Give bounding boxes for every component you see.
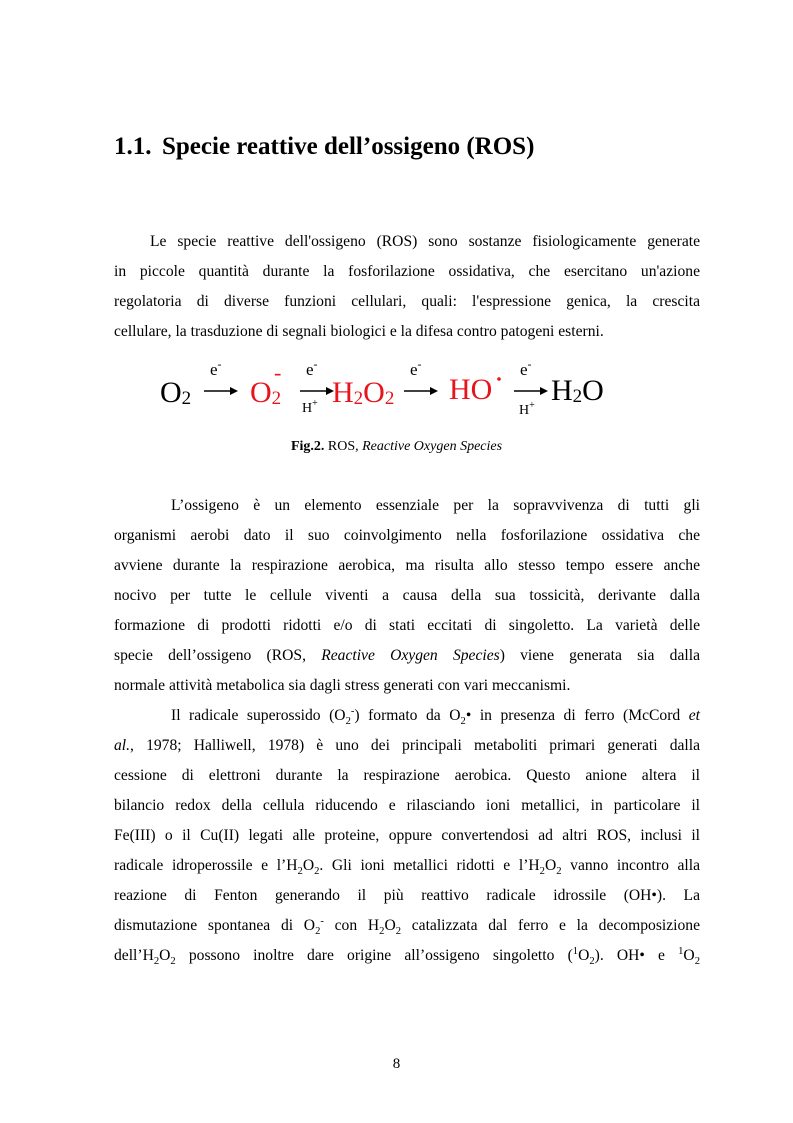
- text-run: . Gli ioni metallici ridotti e l’H: [319, 857, 540, 874]
- text-run: dismutazione spontanea di O: [114, 917, 316, 934]
- text-line: cellulare, la trasduzione di segnali biologici e la difesa contro patogeni esterni.: [114, 323, 604, 340]
- text-run: O: [544, 857, 557, 874]
- section-number: 1.1.: [114, 133, 152, 160]
- figure-italic: Reactive Oxygen Species: [362, 439, 503, 454]
- text-run: • in presenza di ferro (McCord: [465, 707, 681, 724]
- text-line: Le specie reattive dell'ossigeno (ROS) sono sostanze fisiologicamente generate: [150, 233, 700, 250]
- superscript: 1: [572, 945, 579, 957]
- text-line: bilancio redox della cellula riducendo e rilasciando ioni metallici, in particolare il: [114, 797, 700, 814]
- text-line: in piccole quantità durante la fosforilazione ossidativa, che esercitano un'azione: [114, 263, 700, 280]
- subscript: 2: [345, 716, 351, 728]
- arrow-top-label: e-: [306, 357, 318, 379]
- text-line: [114, 941, 700, 971]
- arrow-bottom-label: H+: [519, 400, 535, 418]
- text-run: vanno incontro alla: [561, 857, 701, 874]
- text-run: ). OH• e: [594, 947, 679, 964]
- italic-run: et: [688, 707, 701, 724]
- page-number: 8: [392, 1056, 401, 1072]
- arrow-bottom-label: H+: [302, 398, 318, 416]
- text-line: avviene durante la respirazione aerobica, ma risulta allo stesso tempo essere anche: [114, 557, 700, 574]
- text-line: normale attività metabolica sia dagli stress generati con vari meccanismi.: [114, 677, 571, 694]
- text-line: L’ossigeno è un elemento essenziale per la sopravvivenza di tutti gli: [171, 497, 700, 514]
- text-run: O: [159, 947, 171, 964]
- subscript: 2: [153, 956, 160, 968]
- subscript: 2: [315, 926, 321, 938]
- superscript: 1: [678, 945, 684, 957]
- arrow-top-label: e-: [520, 357, 532, 379]
- subscript: 2: [556, 866, 562, 878]
- subscript: 2: [379, 926, 385, 938]
- text-line: [114, 911, 700, 941]
- section-title: Specie reattive dell’ossigeno (ROS): [162, 133, 535, 160]
- text-line: reazione di Fenton generando il più reattivo radicale idrossile (OH•). La: [114, 887, 700, 904]
- subscript: 2: [314, 866, 320, 878]
- subscript: 2: [395, 926, 401, 938]
- text-run: radicale idroperossile e l’H: [114, 857, 298, 874]
- text-line: Fe(III) o il Cu(II) legati alle proteine, oppure convertendosi ad altri ROS, inclusi il: [114, 827, 700, 844]
- figure-caption: [0, 438, 793, 456]
- text-line: formazione di prodotti ridotti e/o di stati eccitati di singoletto. La varietà delle: [114, 617, 700, 634]
- arrow-top-label: e-: [210, 357, 222, 379]
- text-run: dell’H: [114, 947, 154, 964]
- subscript: 2: [297, 866, 303, 878]
- text-line: nocivo per tutte le cellule viventi a causa della sua tossicità, derivante dalla: [114, 587, 700, 604]
- text-run: O: [578, 947, 590, 964]
- section-heading: [114, 131, 534, 163]
- species-o2: O2: [160, 376, 192, 409]
- italic-run: Reactive Oxygen Species: [321, 647, 500, 664]
- text-line: [114, 701, 700, 731]
- superoxide-charge: -: [274, 360, 282, 385]
- arrow-head: [430, 387, 438, 395]
- text-line: [114, 641, 700, 671]
- text-run: , 1978; Halliwell, 1978) è uno dei principali metaboliti primari generati dalla: [130, 737, 700, 754]
- subscript: 2: [170, 956, 176, 968]
- figure-text: ROS,: [327, 439, 359, 454]
- paragraph-superoxide-body: [114, 701, 700, 971]
- superscript: -: [350, 705, 355, 717]
- subscript: 2: [694, 956, 700, 968]
- text-line: organismi aerobi dato il suo coinvolgimento nella fosforilazione ossidativa che: [114, 527, 700, 544]
- arrow-head: [540, 387, 548, 395]
- text-line: [114, 731, 700, 761]
- subscript: 2: [539, 866, 545, 878]
- text-run: ) viene generata sia dalla: [499, 647, 700, 664]
- text-run: possono inoltre dare origine all’ossigeno singoletto (: [175, 947, 573, 964]
- text-run: O: [683, 947, 695, 964]
- radical-dot: [497, 377, 501, 381]
- italic-run: al.: [114, 737, 131, 754]
- text-run: O: [384, 917, 396, 934]
- paragraph-oxygen: [114, 491, 700, 701]
- text-run: specie dell’ossigeno (ROS,: [114, 647, 306, 664]
- paragraph-intro: [114, 227, 700, 347]
- species-superoxide: O2: [250, 376, 282, 409]
- species-hydroxyl: HO: [449, 373, 493, 406]
- text-run: catalizzata dal ferro e la decomposizione: [401, 917, 700, 934]
- text-line: regolatoria di diverse funzioni cellulari, quali: l'espressione genica, la crescita: [114, 293, 700, 310]
- text-run: con H: [323, 917, 380, 934]
- subscript: 2: [460, 716, 466, 728]
- ros-reaction-scheme: [160, 355, 620, 425]
- species-water: H2O: [551, 374, 604, 407]
- figure-label: Fig.2.: [290, 439, 325, 454]
- text-line: cessione di elettroni durante la respirazione aerobica. Questo anione altera il: [114, 767, 700, 784]
- text-run: ) formato da O: [354, 707, 461, 724]
- arrow-top-label: e-: [410, 357, 422, 379]
- text-run: O: [302, 857, 315, 874]
- superscript: -: [320, 915, 324, 927]
- text-line: [114, 851, 700, 881]
- subscript: 2: [589, 956, 595, 968]
- arrow-head: [230, 387, 238, 395]
- species-h2o2: H2O2: [332, 376, 395, 409]
- text-run: Il radicale superossido (O: [171, 707, 346, 724]
